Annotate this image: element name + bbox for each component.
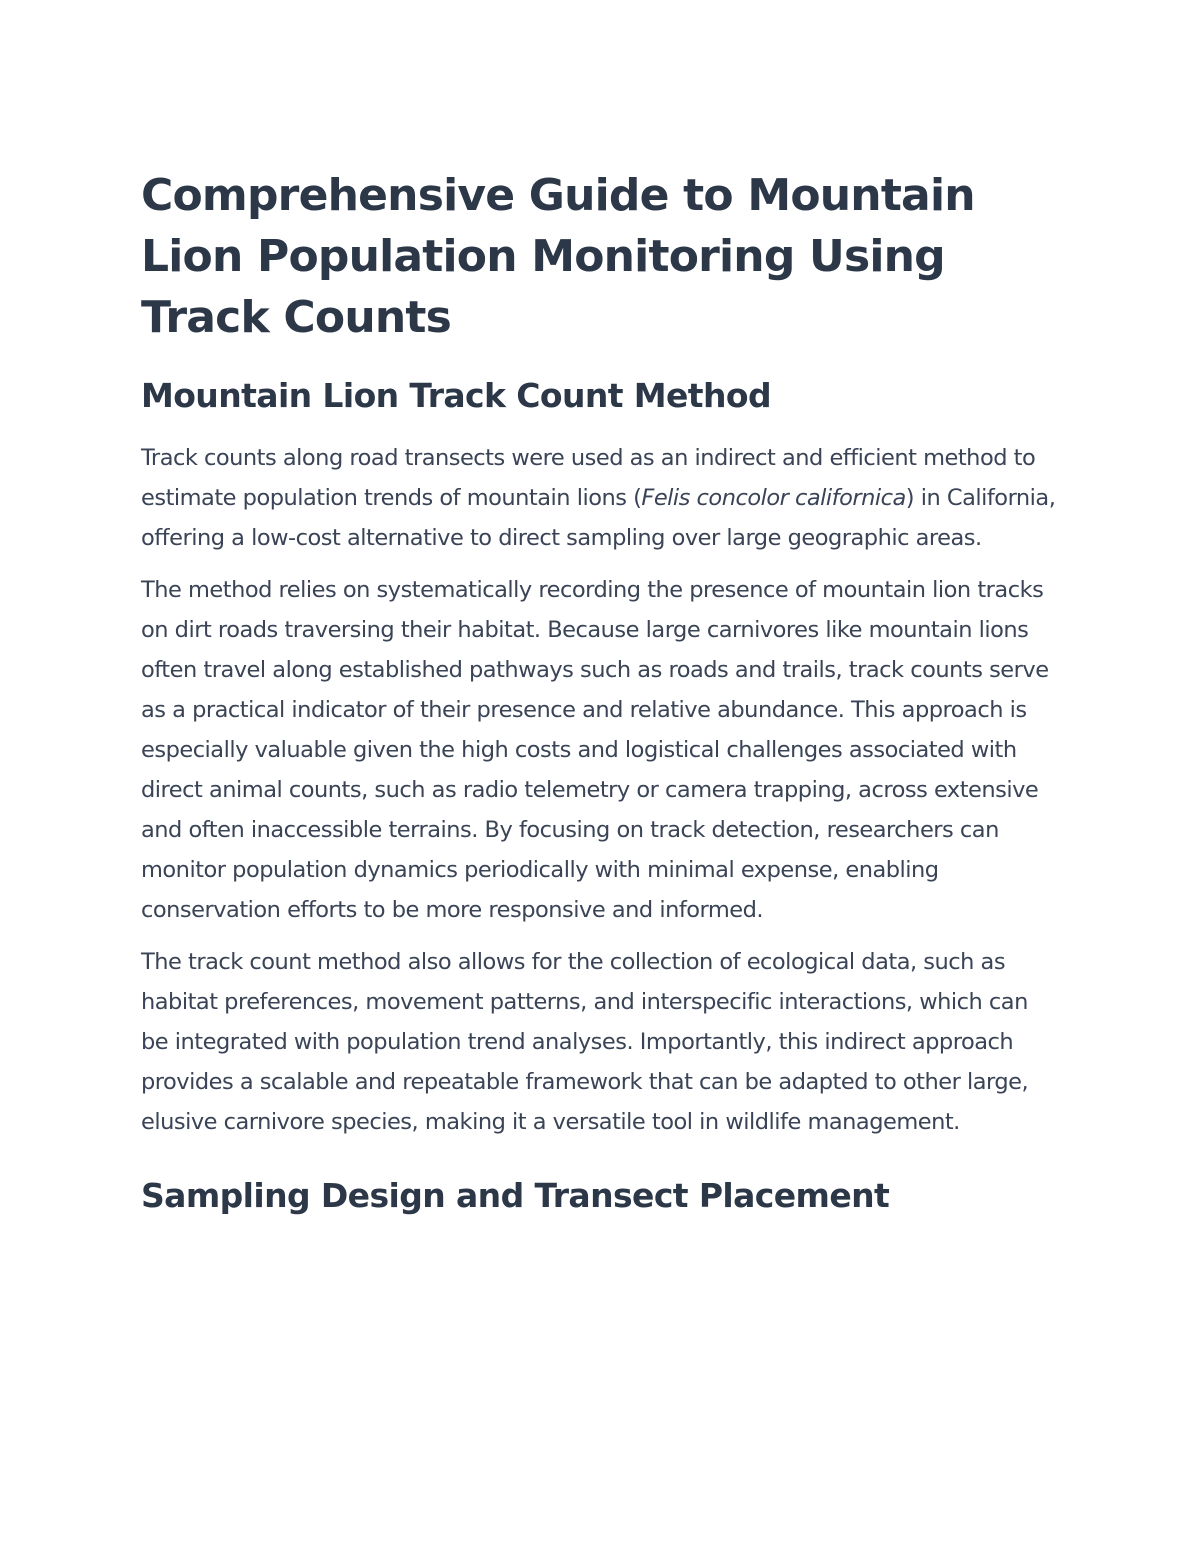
paragraph-method: The method relies on systematically recording the presence of mountain lion tracks on dirt roads traversing their habitat. Because large carnivores like mountain lions often travel along established pathways such as roads and trails, track counts serve as a practical indicator of their presence and relative abundance. This approach is especially valuable given the high costs and logistical challenges associated with direct animal counts, such as radio telemetry or camera trapping, across extensive and often inaccessible terrains. By focusing on track detection, researchers can monitor population dynamics periodically with minimal expense, enabling conservation efforts to be more responsive and informed. — [141, 577, 1049, 923]
section-heading-sampling-design: Sampling Design and Transect Placement — [141, 1176, 890, 1215]
document-title: Comprehensive Guide to Mountain Lion Population Monitoring Using Track Counts — [141, 170, 975, 343]
paragraph-intro — [141, 438, 1061, 558]
section-heading-track-count-method: Mountain Lion Track Count Method — [141, 376, 771, 415]
document-page — [141, 165, 1061, 1218]
paragraph-ecological-data: The track count method also allows for the collection of ecological data, such as habitat preferences, movement patterns, and interspecific interactions, which can be integrated with population trend analyses. Importantly, this indirect approach provides a scalable and repeatable framework that can be adapted to other large, elusive carnivore species, making it a versatile tool in wildlife management. — [141, 949, 1029, 1135]
paragraph-intro-text-before: Track counts along road transects were used as an indirect and efficient method to estimate population trends of mountain lions ( — [141, 445, 1036, 511]
species-name: Felis concolor californica — [641, 485, 906, 511]
paragraph-intro-text-after: ) in California, offering a low-cost alternative to direct sampling over large geographic areas. — [141, 485, 1056, 551]
